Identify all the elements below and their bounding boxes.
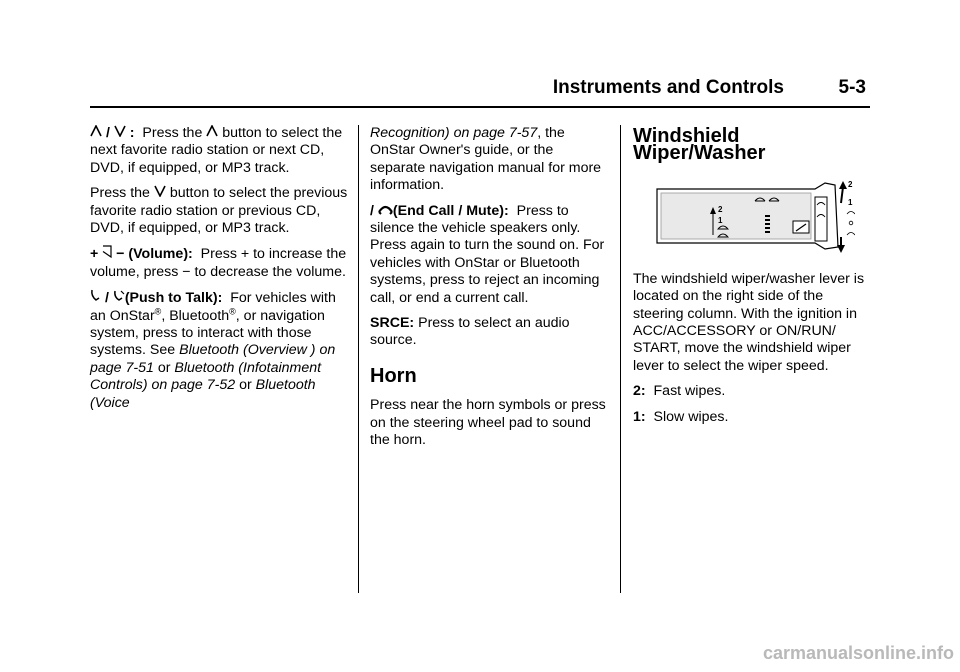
column-divider-2	[620, 125, 621, 593]
xref-bluetooth-voice[interactable]: Bluetooth (Voice	[90, 377, 316, 411]
paragraph-volume: + − (Volume): Press + to increase the volume, press − to decrease the volume.	[90, 246, 347, 280]
page-header	[0, 0, 960, 112]
seek-up-icon	[206, 125, 218, 137]
wiper-lever-illustration	[655, 177, 855, 257]
column-3	[633, 125, 873, 434]
xref-voice-recognition[interactable]: Recognition) on page 7-57	[370, 125, 538, 141]
section-title: Instruments and Controls	[552, 77, 784, 98]
lever-label-2-left: 2	[718, 204, 723, 214]
paragraph-wiper: The windshield wiper/washer lever is located on the right side of the steering column. With the ignition in ACC/ACCESSORY or ON/RUN/ START, move the windshield wiper lever to select the wiper speed.	[633, 270, 865, 374]
paragraph-slow: 1: Slow wipes.	[633, 408, 729, 425]
lever-label-1-right: 1	[848, 197, 853, 207]
paragraph-end-call: / (End Call / Mute): Press to silence the vehicle speakers only. Press again to turn the sound on. For vehicles with OnStar or Bluetooth systems, press to reject an incoming call, or end a current call.	[370, 202, 605, 306]
wiper-heading: Windshield Wiper/Washer	[633, 125, 766, 165]
paragraph-source: SRCE: Press to select an audio source.	[370, 315, 570, 349]
column-1	[90, 125, 348, 420]
page-number: 5-3	[838, 77, 866, 98]
seek-down-icon	[114, 125, 126, 137]
paragraph-seek: / : Press the button to select the next favorite radio station or next CD, DVD, if equipped, or MP3 track.	[90, 125, 343, 176]
paragraph-voice-continued: Recognition) on page 7-57, the OnStar Owner's guide, or the separate navigation manual for more information.	[370, 125, 602, 194]
xref-bluetooth-overview[interactable]: Bluetooth (Overview ) on page 7-51	[90, 342, 336, 376]
seek-down-icon	[154, 185, 166, 197]
horn-heading: Horn	[370, 364, 417, 387]
push-to-talk-icon	[90, 289, 101, 302]
paragraph-horn: Press near the horn symbols or press on the steering wheel pad to sound the horn.	[370, 397, 606, 449]
lever-label-2-right: 2	[848, 179, 853, 189]
paragraph-seek-down: Press the button to select the previous favorite radio station or previous CD, DVD, if equipped, or MP3 track.	[90, 185, 348, 237]
paragraph-fast: 2: Fast wipes.	[633, 383, 726, 400]
volume-icon	[102, 245, 112, 258]
column-2	[370, 125, 608, 458]
lever-label-1-left: 1	[718, 215, 723, 225]
column-divider-1	[358, 125, 359, 593]
paragraph-push-to-talk: / (Push to Talk): For vehicles with an OnStar®, Bluetooth®, or navigation system, press to interact with those systems. See Bluetooth (Overview ) on page 7-51 or Bluetooth (Infotainment Controls) on page 7-52 or Bluetooth (Voice	[90, 290, 336, 411]
watermark: carmanualsonline.info	[762, 643, 954, 663]
seek-up-icon	[90, 125, 102, 137]
xref-bluetooth-infotainment[interactable]: Bluetooth (Infotainment Controls) on page 7-52	[90, 359, 322, 394]
seek-term: / :	[90, 125, 138, 141]
header-rule	[90, 106, 870, 108]
voice-icon	[113, 289, 125, 302]
end-call-icon	[378, 204, 393, 215]
